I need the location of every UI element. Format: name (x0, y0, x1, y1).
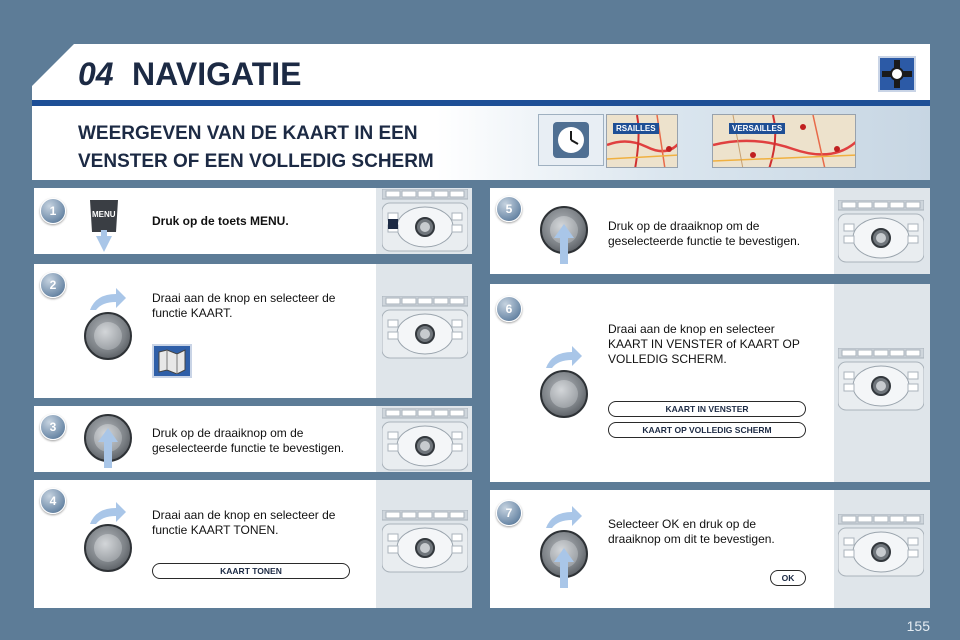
option-kaart-op-volledig-scherm[interactable]: KAART OP VOLLEDIG SCHERM (608, 422, 806, 438)
option-kaart-in-venster[interactable]: KAART IN VENSTER (608, 401, 806, 417)
step-1-text: Druk op de toets MENU. (152, 214, 289, 228)
map-function-icon (152, 344, 192, 378)
step-3-badge: 3 (40, 414, 66, 440)
control-panel-illustration (382, 189, 468, 255)
press-arrow-icon (554, 224, 574, 269)
rotary-knob (84, 312, 132, 360)
step-4-text (152, 508, 335, 538)
option-kaart-tonen[interactable]: KAART TONEN (152, 563, 350, 579)
step-3-text-line-1: Druk op de draaiknop om de (152, 426, 304, 440)
page-number: 155 (906, 618, 930, 634)
navigation-crossroad-icon (878, 56, 916, 92)
step-4-text-line-1: Draai aan de knop en selecteer de (152, 508, 336, 522)
step-2-text-line-2: functie KAART. (152, 306, 233, 320)
control-panel-illustration (838, 514, 924, 580)
control-panel-illustration (838, 200, 924, 266)
step-3-text-line-2: geselecteerde functie te bevestigen. (152, 441, 345, 455)
step-1-badge: 1 (40, 198, 66, 224)
chapter-number: 04 (78, 56, 114, 92)
press-arrow-icon (98, 428, 118, 473)
step-2-text (152, 291, 335, 321)
step-6-text-line-3: VOLLEDIG SCHERM. (608, 352, 727, 366)
step-2-badge: 2 (40, 272, 66, 298)
press-arrow-icon (554, 548, 574, 593)
map-window-label: RSAILLES (613, 123, 659, 134)
chapter-title: NAVIGATIE (132, 56, 302, 92)
menu-key-label: MENU (92, 210, 116, 219)
step-7-badge: 7 (496, 500, 522, 526)
step-4-badge: 4 (40, 488, 66, 514)
step-7-text (608, 517, 775, 547)
step-5-badge: 5 (496, 196, 522, 222)
step-7-text-line-1: Selecteer OK en druk op de (608, 517, 757, 531)
step-4-text-line-2: functie KAART TONEN. (152, 523, 279, 537)
step-5-text-line-2: geselecteerde functie te bevestigen. (608, 234, 801, 248)
control-panel-illustration (382, 296, 468, 362)
rotary-knob (540, 370, 588, 418)
map-fullscreen-thumbnail (712, 114, 856, 168)
control-panel-illustration (838, 348, 924, 414)
step-6-badge: 6 (496, 296, 522, 322)
clock-icon (538, 114, 604, 166)
map-fullscreen-label: VERSAILLES (729, 123, 785, 134)
section-title-line-2: VENSTER OF EEN VOLLEDIG SCHERM (78, 151, 434, 172)
rotary-knob (84, 524, 132, 572)
step-6-text-line-1: Draai aan de knop en selecteer (608, 322, 775, 336)
option-ok[interactable]: OK (770, 570, 806, 586)
control-panel-illustration (382, 408, 468, 474)
map-window-thumbnail (606, 114, 678, 168)
step-5-text-line-1: Druk op de draaiknop om de (608, 219, 760, 233)
menu-key-icon (86, 196, 122, 240)
step-7-text-line-2: draaiknop om dit te bevestigen. (608, 532, 775, 546)
step-5-text (608, 219, 800, 249)
control-panel-illustration (382, 510, 468, 576)
step-3-text (152, 426, 344, 456)
section-title-line-1: WEERGEVEN VAN DE KAART IN EEN (78, 123, 418, 144)
step-6-text (608, 322, 800, 367)
section-title (78, 120, 498, 176)
step-6-text-line-2: KAART IN VENSTER of KAART OP (608, 337, 800, 351)
step-2-text-line-1: Draai aan de knop en selecteer de (152, 291, 336, 305)
